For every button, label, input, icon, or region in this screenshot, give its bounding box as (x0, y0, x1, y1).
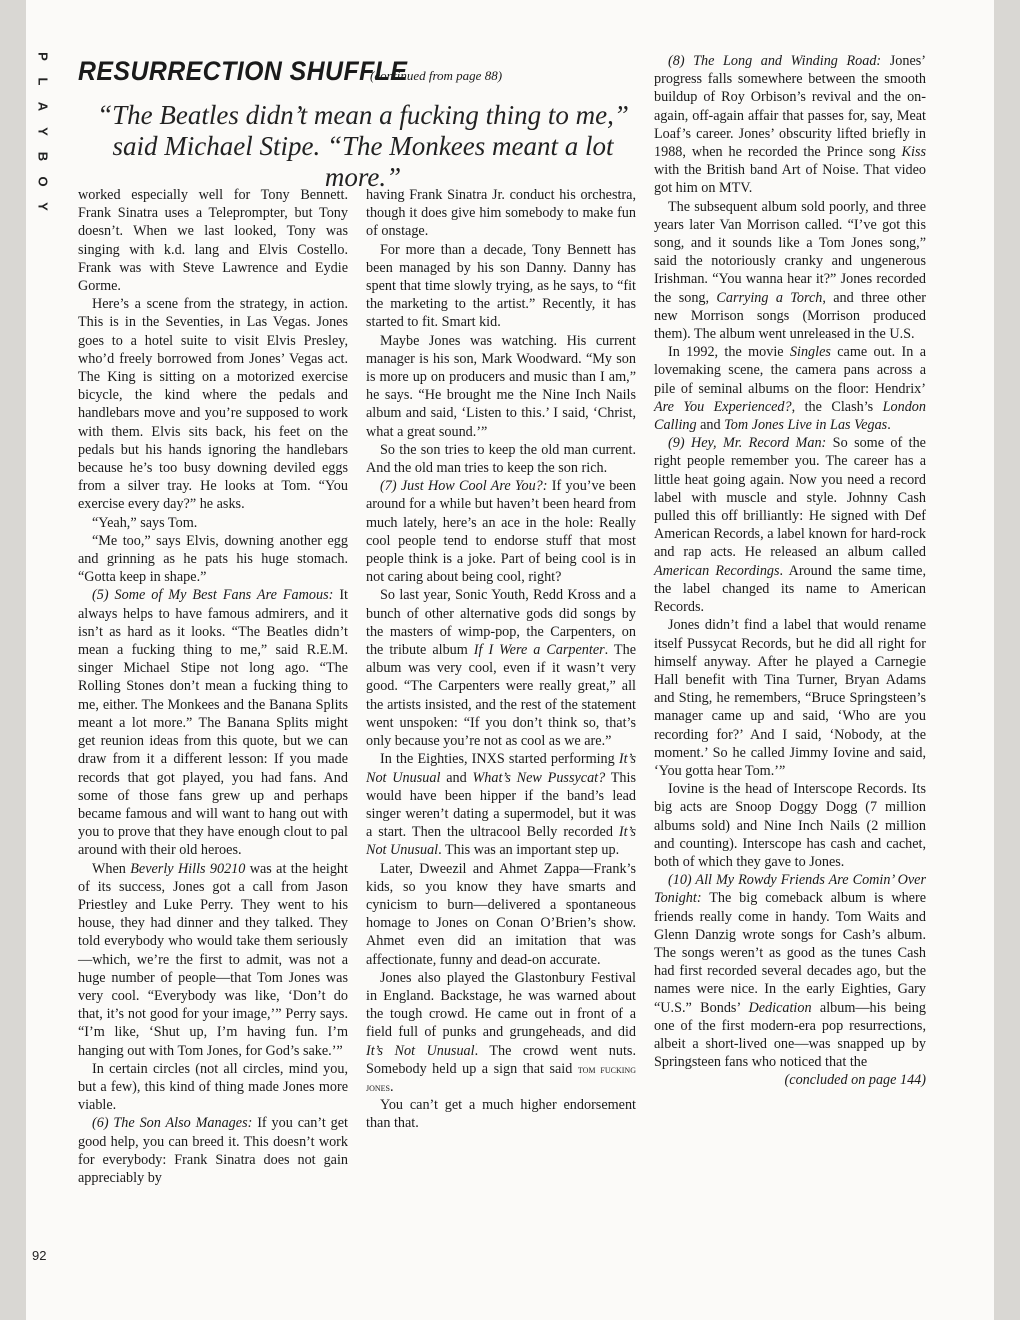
sign-text: tom fucking jones (366, 1061, 636, 1094)
title-italic: Are You Experienced? (654, 398, 792, 415)
title-italic: Beverly Hills 90210 (130, 860, 246, 877)
paragraph: In certain circles (not all circles, mind you, but a few), this kind of thing made Jones more viable. (78, 1060, 348, 1114)
paragraph (654, 434, 926, 616)
paragraph (654, 871, 926, 1071)
paragraph: Later, Dweezil and Ahmet Zappa—Frank’s kids, so you know they have smarts and cynicism to burn—delivered a spontaneous homage to Jones on Conan O’Brien’s show. Ahmet even did an imitation that was affectionate, funny and dead-on accurate. (366, 860, 636, 968)
paragraph: worked especially well for Tony Bennett. Frank Sinatra uses a Teleprompter, but Tony doesn’t. When we last looked, Tony was singing with k.d. lang and Elvis Costello. Frank was with Steve Lawrence and Eydie Gorme. (78, 187, 348, 295)
paragraph-text: When (92, 860, 131, 877)
paragraph-text: Jones’ progress falls somewhere between the smooth buildup of Roy Orbison’s revival and the on-again, off-again affair that passes for, say, Meat Loaf’s career. Jones’ obscurity lifted briefly in 1988, when he recorded the Prince song (654, 53, 926, 161)
masthead-letter: Y (35, 127, 51, 136)
paragraph-text: , and three other new Morrison songs (Morrison produced them). The album went unreleased in the U.S. (654, 289, 926, 343)
masthead-letter: L (35, 77, 51, 86)
paragraph: Maybe Jones was watching. His current manager is his son, Mark Woodward. “My son is more up on producers and music than I am,” he says. “He brought me the Nine Inch Nails album and said, ‘Listen to this.’ I said, ‘Christ, what a great sound.’” (366, 332, 636, 440)
title-italic: What’s New Pussycat? (472, 769, 606, 786)
pull-quote: “The Beatles didn’t mean a fucking thing to me,” said Michael Stipe. “The Monkees meant a lot more.” (97, 100, 629, 192)
paragraph-text: In the Eighties, INXS started performing (380, 751, 619, 768)
paragraph-text: came out. In a lovemaking scene, the camera pans across a pile of seminal albums on the floor: Hendrix’ (654, 344, 926, 397)
paragraph (654, 52, 926, 198)
paragraph-text: The big comeback album is where friends really come in handy. Tom Waits and Glenn Danzig wrote songs for Cash’s album. The songs weren’t as good as the tunes Cash had first recorded several decades ago, but the names were nice. In the early Eighties, Gary “U.S.” Bonds’ (654, 890, 926, 1016)
section-heading: (6) The Son Also Manages: (92, 1115, 253, 1132)
paragraph (654, 198, 926, 344)
paragraph-text: , the Clash’s (791, 398, 883, 415)
masthead-letter: P (35, 52, 51, 61)
title-italic: Tom Jones Live in Las Vegas (724, 417, 888, 434)
paragraph-text: The subsequent album sold poorly, and three years later Van Morrison called. “I’ve got this song, and it sounds like a Tom Jones song,” said the notoriously cranky and ungenerous Irishman. “You wanna hear it?” Jones recorded the song, (654, 198, 926, 306)
continued-note: (continued from page 88) (370, 68, 503, 83)
section-heading: (8) The Long and Winding Road: (668, 53, 882, 69)
title-italic: London Calling (654, 398, 926, 434)
title-italic: It’s Not Unusual (366, 824, 636, 859)
paragraph: You can’t get a much higher endorsement than that. (366, 1097, 636, 1132)
title-italic: Carrying a Torch (716, 289, 823, 306)
article-title: RESURRECTION SHUFFLE (78, 56, 408, 86)
paragraph-text: If you can’t get good help, you can breed it. This doesn’t work for everybody: Frank Sinatra does not gain appreciably by (78, 1115, 348, 1186)
paragraph (366, 750, 636, 859)
section-heading: (10) All My Rowdy Friends Are Comin’ Over Tonight: (654, 872, 926, 907)
paragraph-text: album—his being one of the first modern-era pop resurrections, albeit a short-lived one—was snapped up by Springsteen fans who noticed that the (654, 999, 926, 1071)
paragraph-text: with the British band Art of Noise. That video got him on MTV. (654, 162, 926, 197)
paragraph-text: . The crowd went nuts. Somebody held up a sign that said (366, 1042, 637, 1077)
title-italic: Kiss (901, 144, 926, 161)
paragraph-text: Jones also played the Glastonbury Festival in England. Backstage, he was warned about the tough crowd. He came out in front of a field full of punks and grungeheads, and did (366, 969, 636, 1041)
paragraph-text: and (696, 417, 725, 434)
paragraph (78, 586, 348, 859)
paragraph-text: . This was an important step up. (438, 842, 620, 859)
paragraph (366, 586, 636, 750)
paragraph: “Me too,” says Elvis, downing another egg and grinning as he pats his huge stomach. “Gotta keep in shape.” (78, 532, 348, 586)
masthead-letter: O (35, 176, 51, 187)
title-italic: It’s Not Unusual (366, 751, 636, 786)
title-italic: If I Were a Carpenter (473, 642, 605, 659)
paragraph (366, 477, 636, 586)
page-number: 92 (32, 1248, 47, 1263)
article-header (78, 56, 638, 90)
paragraph-text: . (390, 1078, 394, 1095)
title-italic: It’s Not Unusual (366, 1042, 475, 1059)
paragraph-text: It always helps to have famous admirers, and it isn’t as hard as it looks. “The Beatles didn’t mean a fucking thing to me,” said R.E.M. singer Michael Stipe not long ago. “The Rolling Stones don’t mean a fucking thing to me, either. The Monkees and the Banana Splits meant a lot more.” The Banana Splits might get reunion ideas from this quote, but we can draw from it a different lesson: If you made records that got played, you had fans. And some of those fans grew up and perhaps became famous and will want to hang out with you to prove that they have enough clout to pal around with their old heroes. (78, 587, 348, 859)
paragraph-text: . The album was very cool, even if it wasn’t very good. “The Carpenters were really great,” all the artists insisted, and the rest of the statement went unspoken: “If you don’t think so, that’s only because you’re not as cool as we are.” (366, 642, 636, 750)
paragraph-text: was at the height of its success, Jones got a call from Jason Priestley and Luke Perry. They went to his house, they had dinner and they talked. They told everybody who would take them seriously—which, we’re the first to admit, was not a huge number of people—that Tom Jones was very cool. “Everybody was like, ‘Don’t do that, it’s not good for your image,’” Perry says. “I’m like, ‘Shut up, I’m having fun. I’m hanging out with Tom Jones, for God’s sake.’” (78, 860, 348, 1059)
text-column-1 (78, 186, 348, 1187)
masthead-letter: A (35, 101, 51, 112)
text-column-3 (654, 52, 926, 1090)
paragraph-text: In 1992, the movie (668, 344, 790, 361)
paragraph-text: and (440, 769, 473, 786)
paragraph-text: If you’ve been around for a while but haven’t been heard from much lately, here’s an ace in the hole: Really cool people tend to endorse stuff that most people think is a joke. Part of being cool is in not caring about being cool, right? (366, 478, 636, 586)
paragraph (366, 969, 636, 1096)
paragraph: “Yeah,” says Tom. (92, 514, 198, 531)
masthead-vertical-label (30, 44, 56, 219)
masthead-letter: Y (35, 202, 51, 211)
paragraph: Iovine is the head of Interscope Records. Its big acts are Snoop Doggy Dogg (7 million albums sold) and Nine Inch Nails (2 million and counting). Interscope has cash and cachet, both of which they gave to Jones. (654, 781, 926, 870)
text-column-2 (366, 186, 636, 1133)
paragraph: Jones didn’t find a label that would rename itself Pussycat Records, but he did all right for himself anyway. After he played a Carnegie Hall benefit with Tina Turner, Bryan Adams and Sting, he remembers, “Bruce Springsteen’s manager came up and said, ‘Who are you recording for?’ And I said, ‘Nobody, at the moment.’ So he called Jimmy Iovine and said, ‘You gotta hear Tom.’” (654, 617, 926, 779)
title-italic: American Recordings (654, 562, 780, 579)
paragraph: So the son tries to keep the old man current. And the old man tries to keep the son rich. (366, 441, 636, 477)
paragraph-text: This would have been hipper if the band’s lead singer weren’t dating a supermodel, but it was a start. Then the ultracool Belly recorded (366, 769, 636, 841)
masthead-letter: B (35, 151, 51, 162)
magazine-page (26, 0, 994, 1320)
section-heading: (9) Hey, Mr. Record Man: (668, 435, 827, 452)
paragraph-text: . Around the same time, the label changed its name to American Records. (654, 562, 926, 616)
paragraph-text: So some of the right people remember you. The career has a little heat going again. Now you need a record label with muscle and style. Johnny Cash pulled this off brilliantly: He signed with Def American Records, a label known for hard-rock and rap acts. He released an album called (654, 435, 926, 561)
paragraph: For more than a decade, Tony Bennett has been managed by his son Danny. Danny has spent that time slowly trying, as he says, to “fit the marketing to the artist.” Recently, it has started to fit. Smart kid. (366, 241, 636, 331)
paragraph: having Frank Sinatra Jr. conduct his orchestra, though it does give him somebody to make fun of onstage. (366, 187, 636, 240)
paragraph (78, 860, 348, 1060)
section-heading: (7) Just How Cool Are You?: (380, 478, 548, 495)
paragraph: Here’s a scene from the strategy, in action. This is in the Seventies, in Las Vegas. Jones goes to a hotel suite to visit Elvis Presley, who’d freely borrowed from Jones’ Vegas act. The King is sitting on a motorized exercise bicycle, the kind where the pedals and handlebars move and you’re supposed to work with them. Elvis sits back, his feet on the pedals but his hands ignoring the handlebars because he’s too busy downing deviled eggs from a silver tray. He looks at Tom. “You exercise every day?” he asks. (78, 296, 348, 513)
paragraph (78, 1114, 348, 1187)
paragraph (654, 343, 926, 434)
title-italic: Dedication (748, 999, 812, 1016)
paragraph-text: So last year, Sonic Youth, Redd Kross and a bunch of other alternative gods did songs by the masters of wimp-pop, the Carpenters, on the tribute album (366, 587, 636, 659)
paragraph-text: . (887, 417, 891, 434)
title-italic: Singles (789, 344, 831, 361)
section-heading: (5) Some of My Best Fans Are Famous: (92, 587, 334, 604)
concluded-note: (concluded on page 144) (784, 1072, 926, 1089)
